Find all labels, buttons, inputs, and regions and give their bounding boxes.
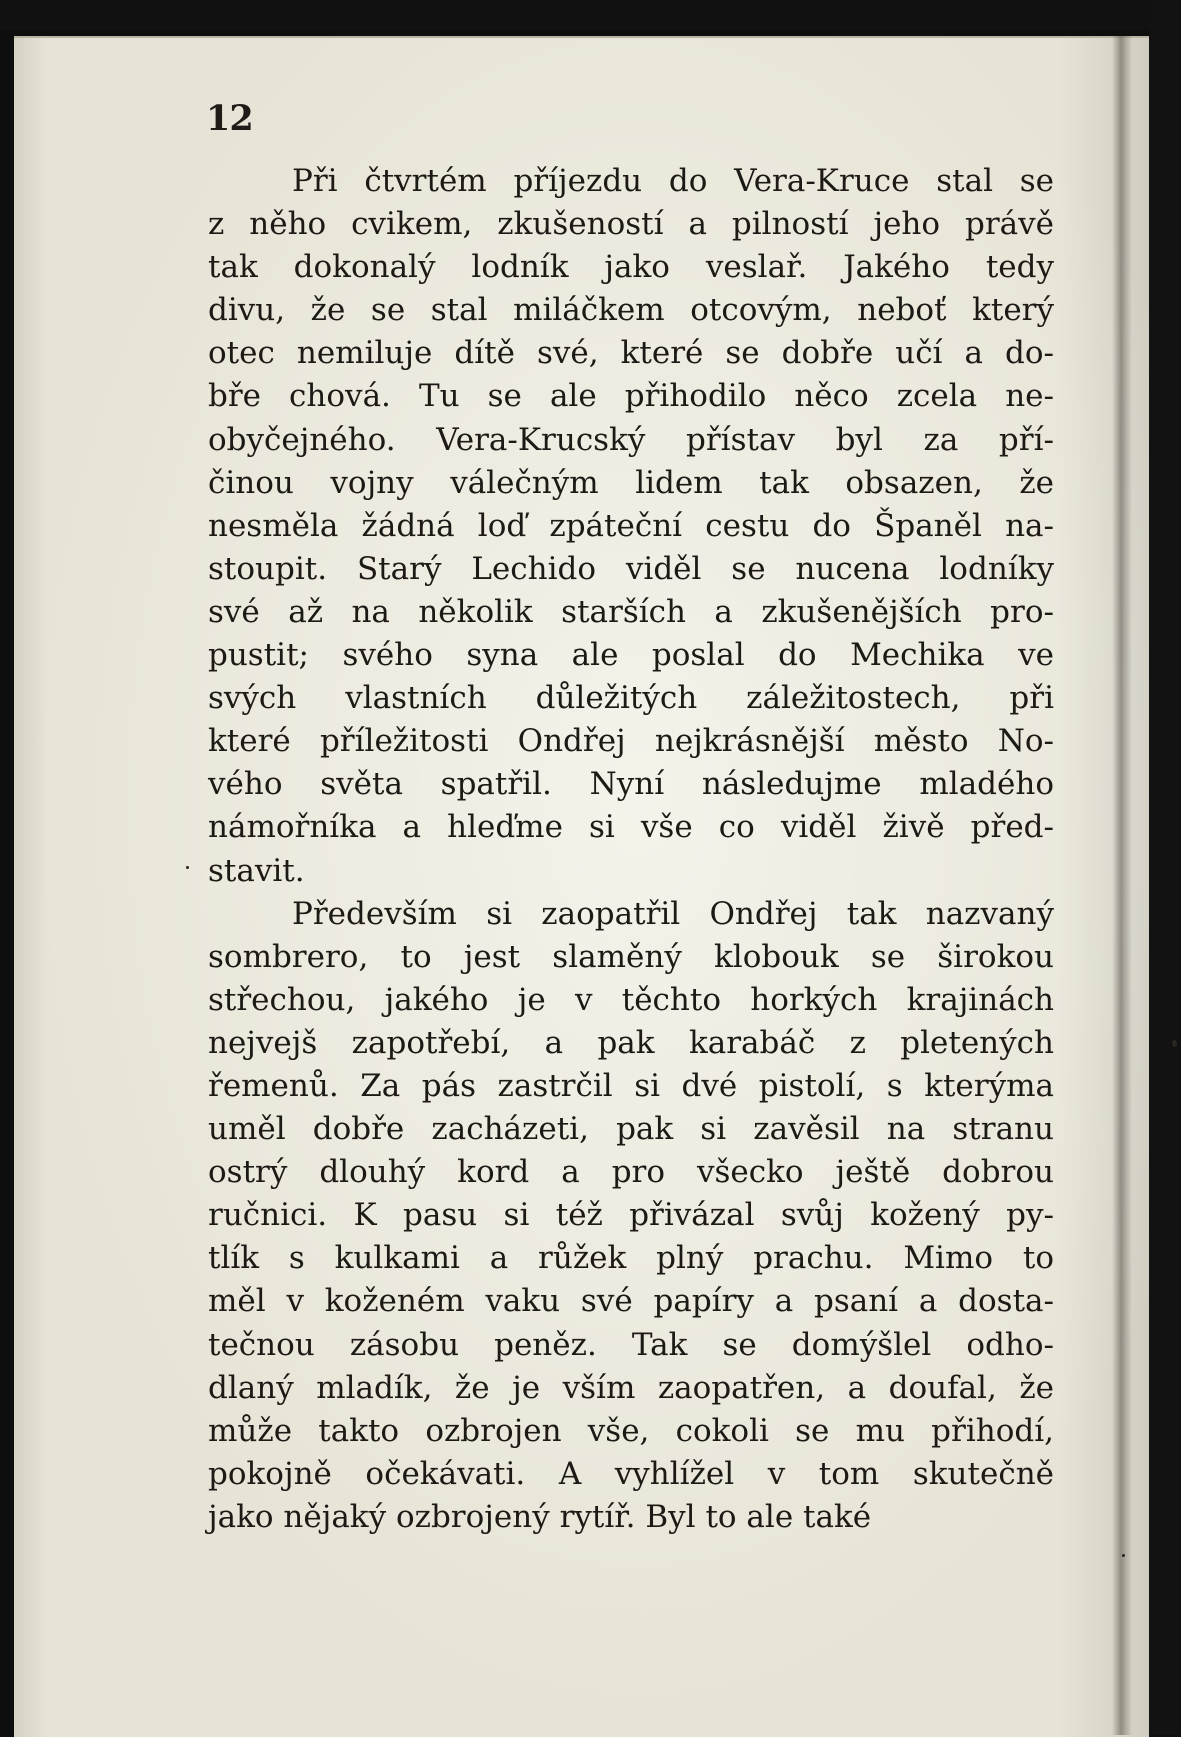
text-line: divu, že se stal miláčkem otcovým, neboť který [208, 292, 1054, 329]
text-line: pustit; svého syna ale poslal do Mechika ve [208, 637, 1054, 674]
text-line: stavit. [208, 852, 305, 889]
scan-speck [186, 866, 189, 869]
text-line: Především si zaopatřil Ondřej tak nazvaný [292, 895, 1054, 932]
text-line: tak dokonalý lodník jako veslař. Jakého tedy [208, 249, 1054, 286]
text-line: může takto ozbrojen vše, cokoli se mu přihodí, [208, 1412, 1054, 1449]
text-line: svých vlastních důležitých záležitostech, při [208, 680, 1054, 717]
text-line: z něho cvikem, zkušeností a pilností jeho právě [208, 206, 1054, 243]
text-line: sombrero, to jest slaměný klobouk se širokou [208, 938, 1054, 975]
text-line: obyčejného. Vera-Krucský přístav byl za pří- [208, 421, 1054, 458]
text-line: tlík s kulkami a růžek plný prachu. Mimo to [208, 1240, 1054, 1277]
text-line: tečnou zásobu peněz. Tak se domýšlel odho- [208, 1326, 1054, 1363]
text-line: vého světa spatřil. Nyní následujme mladého [208, 766, 1054, 803]
text-line: stoupit. Starý Lechido viděl se nucena lodníky [208, 550, 1054, 587]
text-line: činou vojny válečným lidem tak obsazen, že [208, 464, 1054, 501]
text-line: nesměla žádná loď zpáteční cestu do Španěl na- [208, 507, 1054, 544]
text-line: které příležitosti Ondřej nejkrásnější město No- [208, 723, 1054, 760]
page-number: 12 [206, 98, 253, 139]
text-line: ručnici. K pasu si též přivázal svůj kožený py- [208, 1197, 1054, 1234]
scan-speck [1122, 1554, 1125, 1557]
text-line: řemenů. Za pás zastrčil si dvé pistolí, s kterýma [208, 1067, 1054, 1104]
scan-top-border [0, 0, 1181, 30]
page-gutter-shadow [1112, 36, 1132, 1735]
text-line: měl v koženém vaku své papíry a psaní a dosta- [208, 1283, 1054, 1320]
text-line: dlaný mladík, že je vším zaopatřen, a doufal, že [208, 1369, 1054, 1406]
text-line: střechou, jakého je v těchto horkých krajinách [208, 981, 1054, 1018]
scan-speck [1172, 1040, 1177, 1047]
text-line: bře chová. Tu se ale přihodilo něco zcela ne- [208, 378, 1054, 415]
text-line: otec nemiluje dítě své, které se dobře učí a do- [208, 335, 1054, 372]
page-text [208, 160, 1054, 1539]
text-line: ostrý dlouhý kord a pro všecko ještě dobrou [208, 1154, 1054, 1191]
scan-right-border [1149, 0, 1181, 1735]
text-line: Při čtvrtém příjezdu do Vera-Kruce stal se [292, 163, 1054, 199]
text-line: pokojně očekávati. A vyhlížel v tom skutečně [208, 1455, 1054, 1492]
text-line: jako nějaký ozbrojený rytíř. Byl to ale také [208, 1498, 872, 1535]
text-line: uměl dobře zacházeti, pak si zavěsil na stranu [208, 1111, 1054, 1148]
text-line: své až na několik starších a zkušenějších pro- [208, 593, 1054, 630]
text-line: nejvejš zapotřebí, a pak karabáč z pletených [208, 1024, 1054, 1061]
paragraph [208, 893, 1054, 1539]
text-line: námořníka a hleďme si vše co viděl živě před- [208, 809, 1054, 846]
paragraph [208, 160, 1054, 893]
